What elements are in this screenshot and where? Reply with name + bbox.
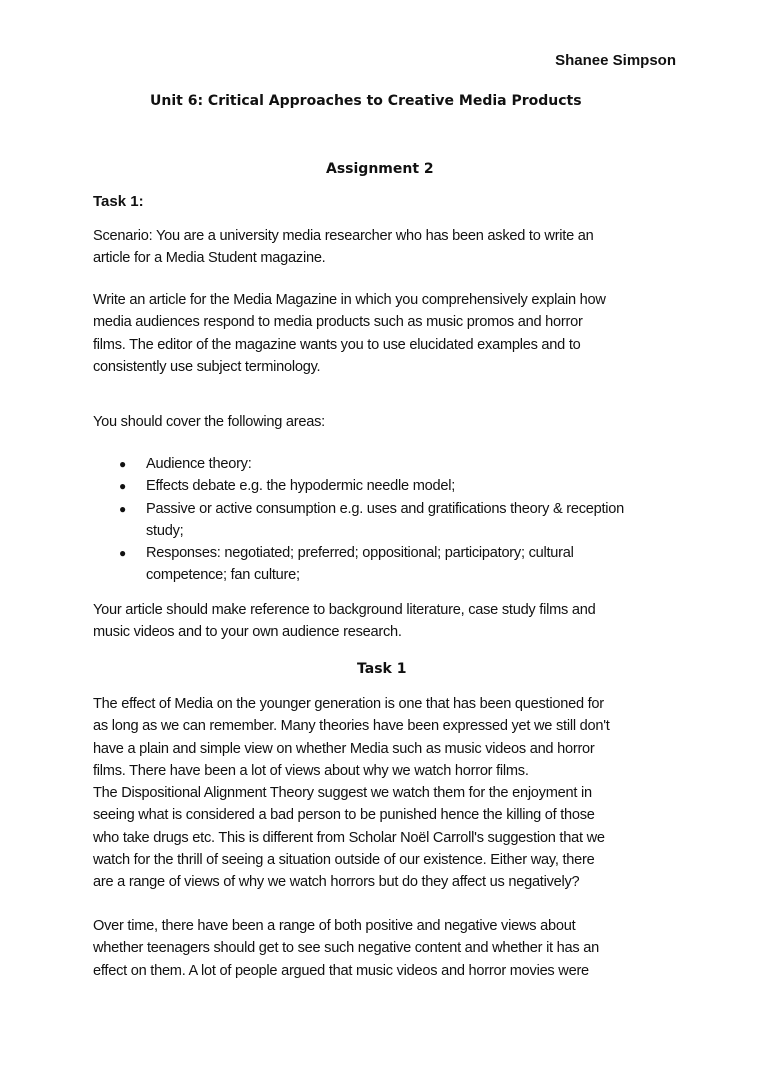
- text-line: Passive or active consumption e.g. uses and gratifications theory & reception: [146, 500, 625, 517]
- bullet-icon: ●: [119, 546, 127, 561]
- text-line: music videos and to your own audience research.: [93, 624, 402, 641]
- unit-title: Unit 6: Critical Approaches to Creative Media Products: [150, 93, 582, 109]
- body-paragraph-1: [93, 693, 693, 894]
- text-line: The effect of Media on the younger generation is one that has been questioned for: [93, 696, 604, 712]
- list-item: [119, 498, 719, 543]
- list-item: [119, 542, 719, 587]
- text-line: films. The editor of the magazine wants you to use elucidated examples and to: [93, 336, 581, 353]
- text-line: who take drugs etc. This is different from Scholar Noël Carroll's suggestion that we: [93, 829, 605, 846]
- task-section-title: Task 1: [357, 661, 407, 677]
- text-line: The Dispositional Alignment Theory suggest we watch them for the enjoyment in: [93, 785, 592, 802]
- author-name: Shanee Simpson: [555, 52, 676, 69]
- text-line: Responses: negotiated; preferred; oppositional; participatory; cultural: [146, 545, 574, 562]
- text-line: seeing what is considered a bad person to be punished hence the killing of those: [93, 807, 595, 824]
- text-line: article for a Media Student magazine.: [93, 250, 326, 267]
- text-line: You should cover the following areas:: [93, 414, 325, 430]
- text-line: are a range of views of why we watch horrors but do they affect us negatively?: [93, 874, 580, 891]
- scenario-paragraph: [93, 225, 693, 270]
- text-line: Audience theory:: [146, 456, 252, 472]
- bullet-icon: ●: [119, 479, 127, 494]
- text-line: study;: [146, 522, 184, 539]
- task-heading: Task 1:: [93, 193, 144, 210]
- text-line: Over time, there have been a range of both positive and negative views about: [93, 918, 576, 934]
- assignment-title: Assignment 2: [326, 161, 434, 177]
- list-item: [119, 453, 719, 475]
- text-line: watch for the thrill of seeing a situation outside of our existence. Either way, there: [93, 852, 595, 869]
- text-line: have a plain and simple view on whether Media such as music videos and horror: [93, 740, 595, 757]
- text-line: Effects debate e.g. the hypodermic needle model;: [146, 478, 455, 495]
- text-line: as long as we can remember. Many theories have been expressed yet we still don't: [93, 718, 610, 735]
- list-item: [119, 475, 719, 497]
- text-line: Write an article for the Media Magazine in which you comprehensively explain how: [93, 292, 606, 308]
- text-line: media audiences respond to media products such as music promos and horror: [93, 314, 583, 331]
- text-line: effect on them. A lot of people argued that music videos and horror movies were: [93, 962, 589, 979]
- cover-intro: [93, 411, 693, 433]
- text-line: Your article should make reference to background literature, case study films and: [93, 602, 596, 618]
- areas-list: [93, 453, 693, 587]
- bullet-icon: ●: [119, 457, 127, 471]
- text-line: consistently use subject terminology.: [93, 358, 321, 375]
- bullet-icon: ●: [119, 501, 127, 516]
- text-line: competence; fan culture;: [146, 567, 300, 584]
- reference-note: [93, 599, 693, 644]
- instructions-paragraph: [93, 289, 693, 378]
- text-line: films. There have been a lot of views about why we watch horror films.: [93, 762, 529, 779]
- body-paragraph-2: [93, 915, 693, 982]
- text-line: Scenario: You are a university media researcher who has been asked to write an: [93, 228, 594, 244]
- text-line: whether teenagers should get to see such negative content and whether it has an: [93, 940, 599, 957]
